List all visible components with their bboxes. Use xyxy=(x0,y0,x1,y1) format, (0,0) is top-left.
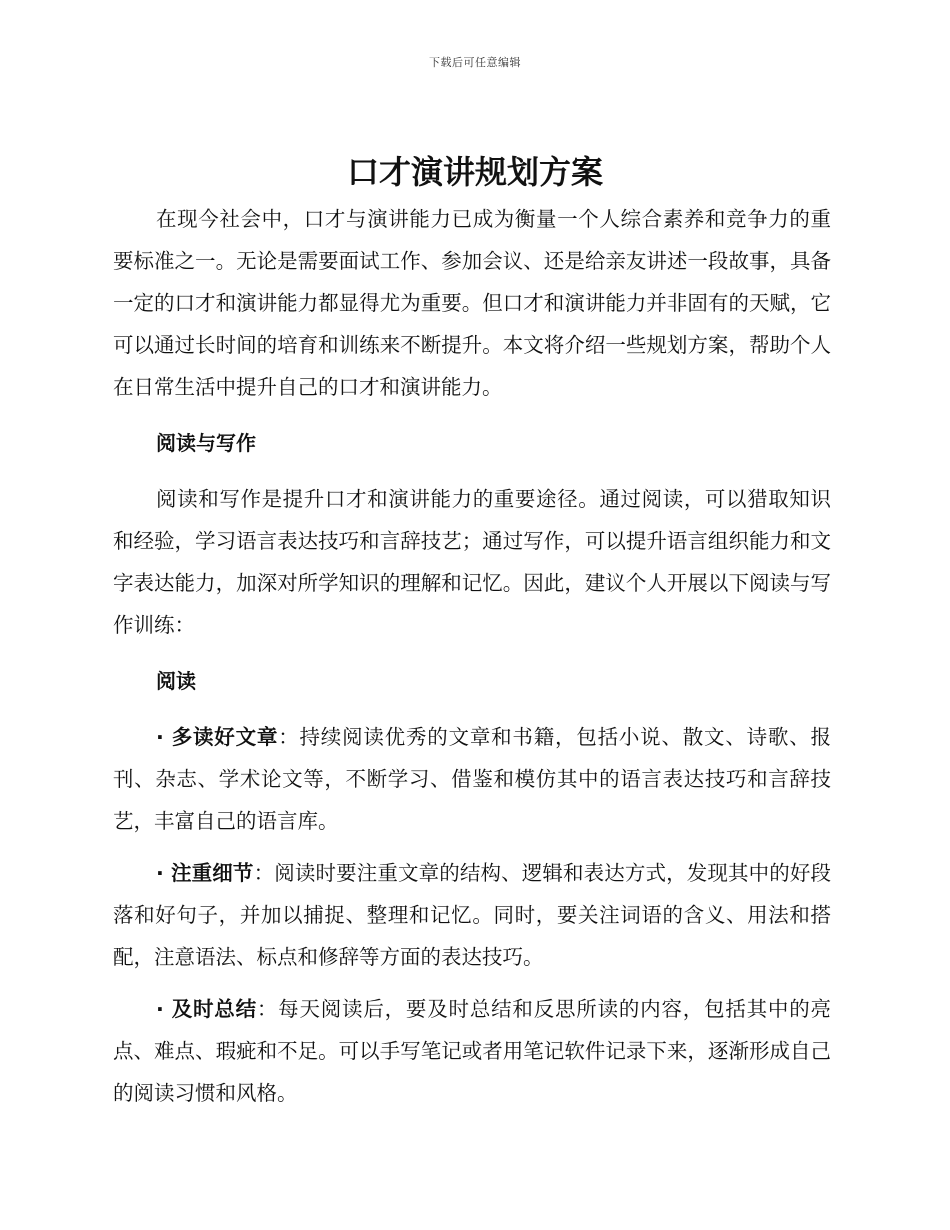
bullet-text: ：每天阅读后，要及时总结和反思所读的内容，包括其中的亮点、难点、瑕疵和不足。可以手写笔记或者用笔记软件记录下来，逐渐形成自己的阅读习惯和风格。 xyxy=(113,997,831,1105)
section-heading-reading-writing: 阅读与写作 xyxy=(156,431,256,455)
bullet-item xyxy=(113,988,831,1114)
subsection-heading-reading: 阅读 xyxy=(156,669,196,693)
bullet-term: · 多读好文章 xyxy=(156,725,279,749)
document-title: 口才演讲规划方案 xyxy=(346,153,603,191)
bullet-text: ：阅读时要注重文章的结构、逻辑和表达方式，发现其中的好段落和好句子，并加以捕捉、整理和记忆。同时，要关注词语的含义、用法和搭配，注意语法、标点和修辞等方面的表达技巧。 xyxy=(113,861,831,969)
bullet-text: ：持续阅读优秀的文章和书籍，包括小说、散文、诗歌、报刊、杂志、学术论文等，不断学习、借鉴和模仿其中的语言表达技巧和言辞技艺，丰富自己的语言库。 xyxy=(113,725,831,833)
section-paragraph-reading-writing: 阅读和写作是提升口才和演讲能力的重要途径。通过阅读，可以猎取知识和经验，学习语言表达技巧和言辞技艺；通过写作，可以提升语言组织能力和文字表达能力，加深对所学知识的理解和记忆。因此，建议个人开展以下阅读与写作训练： xyxy=(113,487,831,637)
bullet-term: · 及时总结 xyxy=(156,997,257,1021)
bullet-item xyxy=(113,852,831,978)
bullet-term: · 注重细节 xyxy=(156,861,254,885)
bullet-item xyxy=(113,716,831,842)
document-body xyxy=(113,198,831,1114)
page-header: 下载后可任意编辑 xyxy=(429,56,521,69)
intro-paragraph: 在现今社会中，口才与演讲能力已成为衡量一个人综合素养和竞争力的重要标准之一。无论是需要面试工作、参加会议、还是给亲友讲述一段故事，具备一定的口才和演讲能力都显得尤为重要。但口才和演讲能力并非固有的天赋，它可以通过长时间的培育和训练来不断提升。本文将介绍一些规划方案，帮助个人在日常生活中提升自己的口才和演讲能力。 xyxy=(113,207,831,399)
